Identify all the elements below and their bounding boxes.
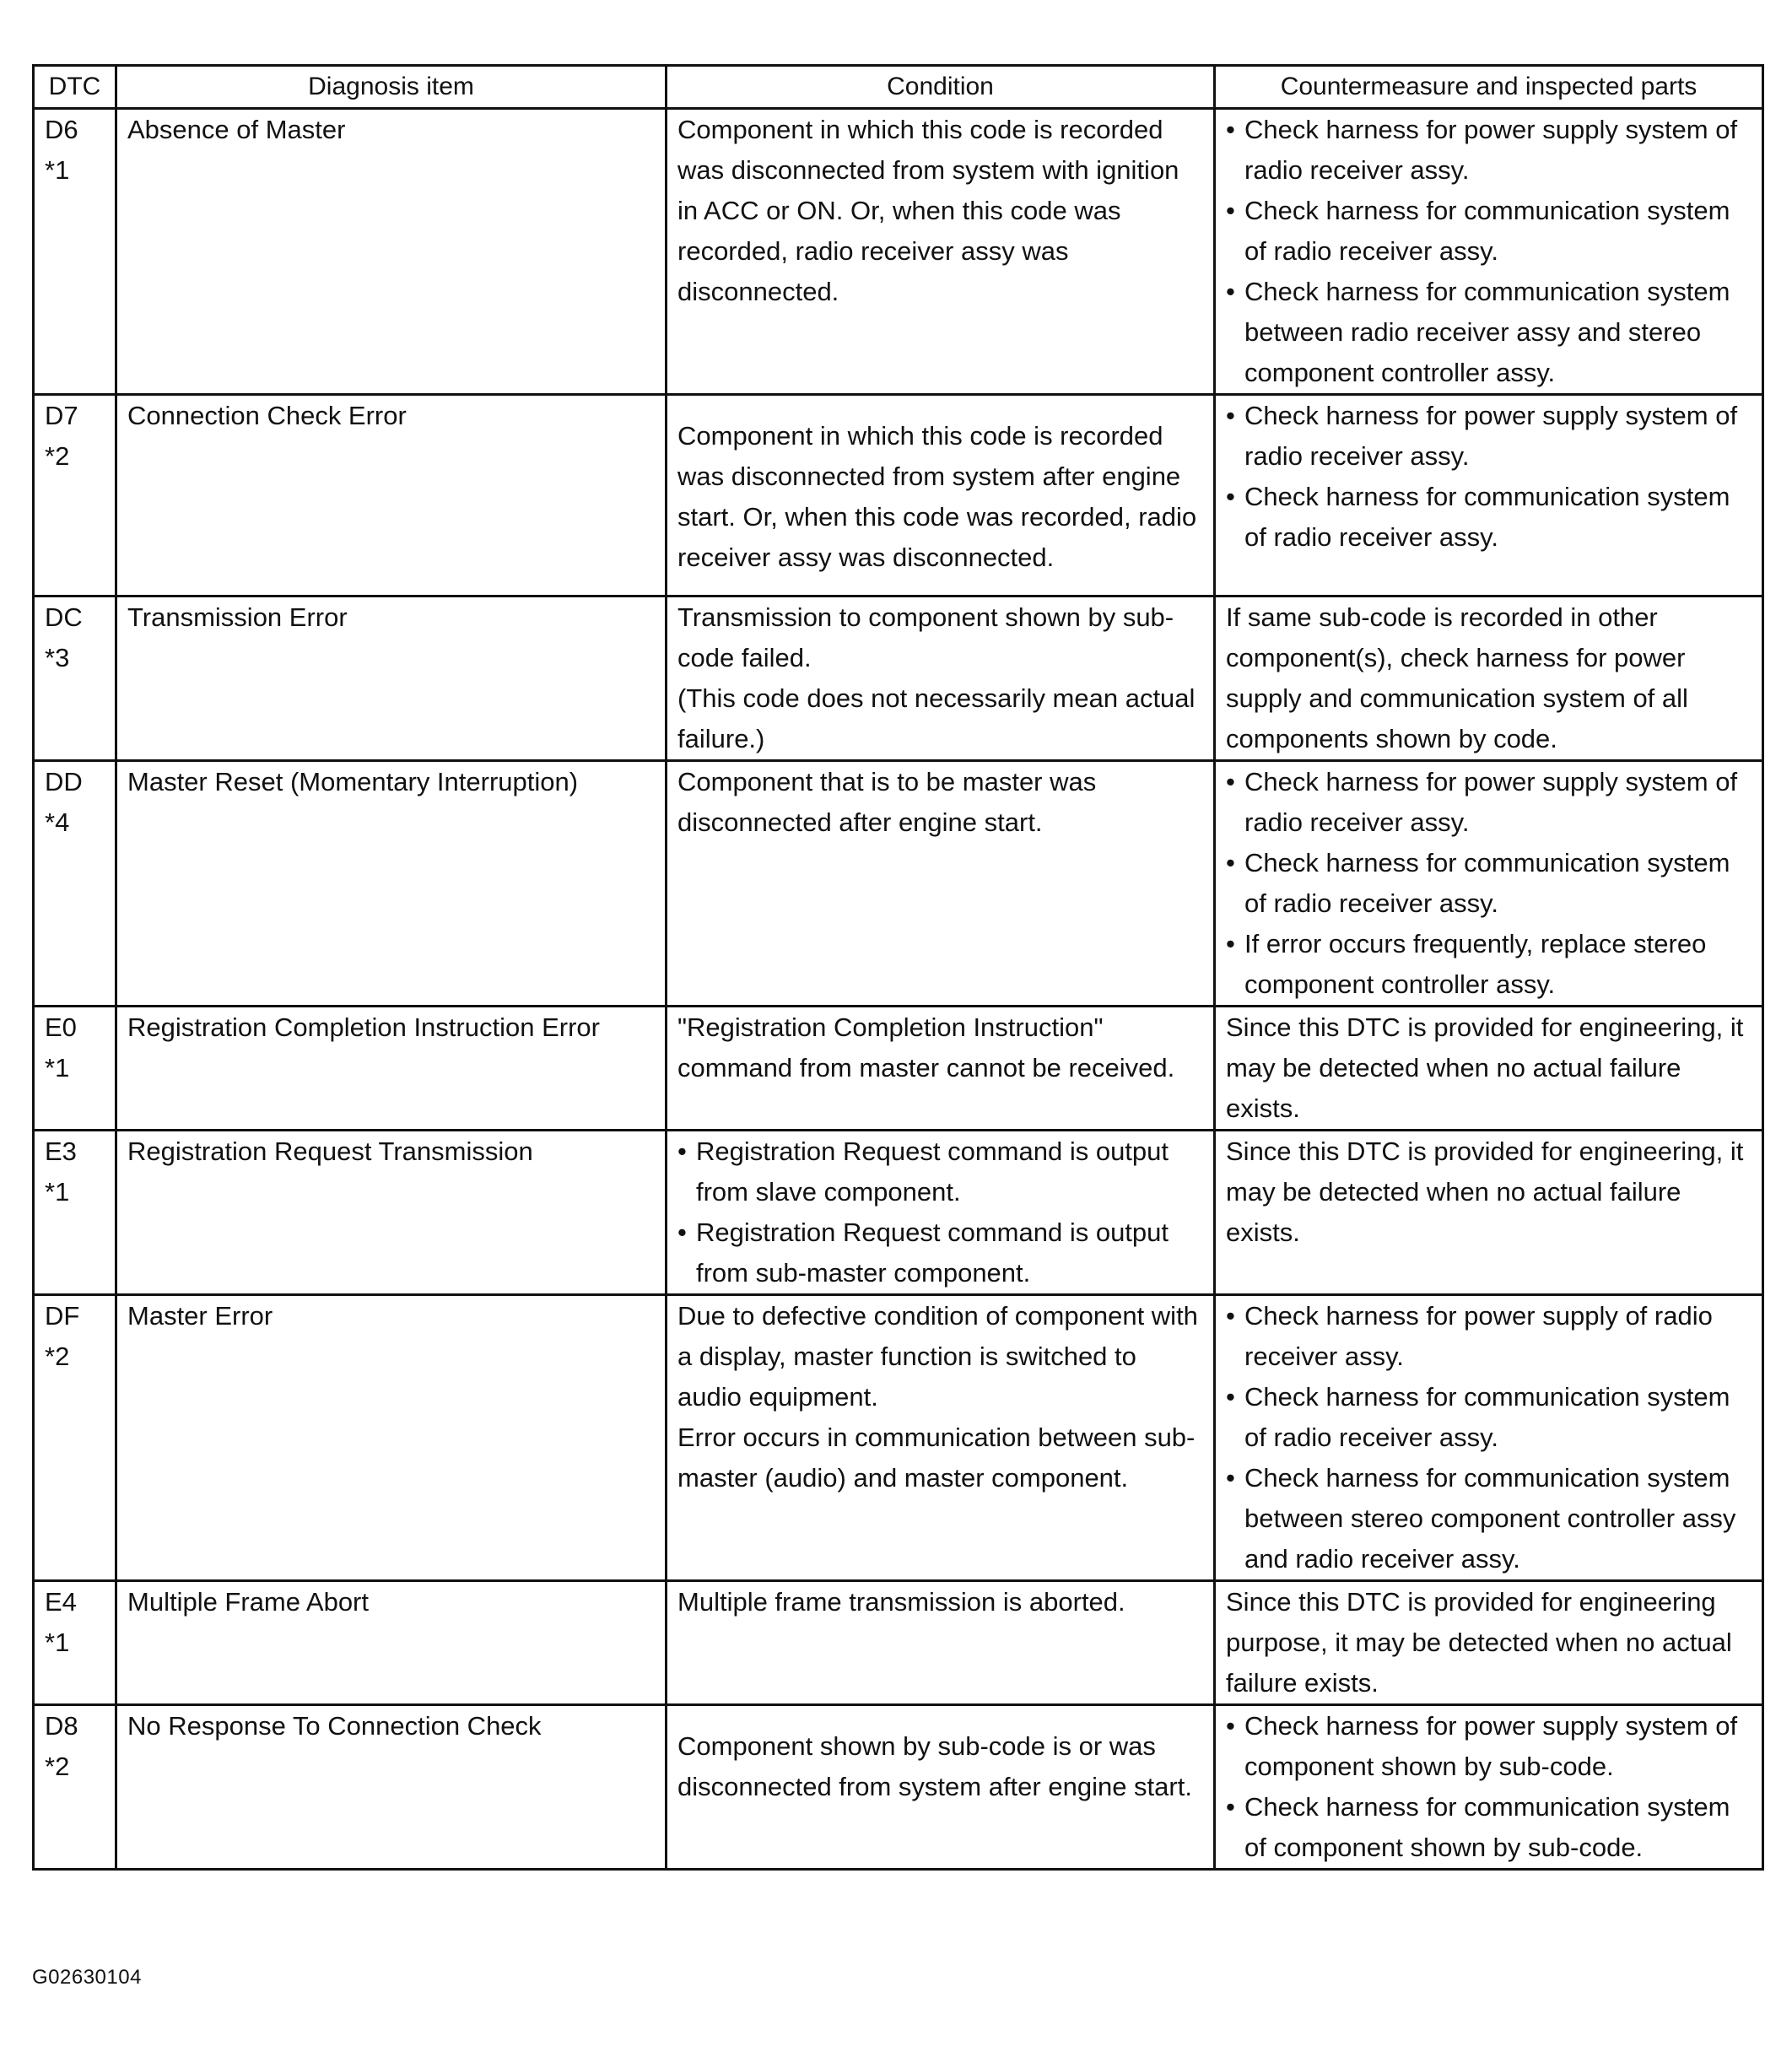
table-row-d6 xyxy=(34,109,1763,395)
condition-text: Component shown by sub-code is or was disconnected from system after engine start. xyxy=(677,1731,1192,1801)
countermeasure-cell xyxy=(1215,109,1763,395)
countermeasure-list xyxy=(1226,762,1752,1005)
dtc-code: E3 xyxy=(45,1136,77,1166)
dtc-cell xyxy=(34,761,116,1007)
condition-list xyxy=(677,1131,1203,1293)
condition-cell xyxy=(667,597,1215,761)
condition-note: (This code does not necessarily mean actual failure.) xyxy=(677,683,1196,753)
table-row-dc xyxy=(34,597,1763,761)
condition-cell xyxy=(667,1131,1215,1295)
condition-text: Multiple frame transmission is aborted. xyxy=(667,1581,1215,1705)
dtc-table-container xyxy=(32,64,1762,1871)
table-header-row xyxy=(34,66,1763,109)
diagnosis-item: Master Reset (Momentary Interruption) xyxy=(116,761,667,1007)
dtc-note: *3 xyxy=(45,643,70,672)
diagnosis-item: Absence of Master xyxy=(116,109,667,395)
condition-text: "Registration Completion Instruction" command from master cannot be received. xyxy=(667,1007,1215,1131)
condition-text: Due to defective condition of component with a display, master function is switched to audio equipment. xyxy=(677,1301,1198,1412)
countermeasure-item: • Check harness for communication system of radio receiver assy. xyxy=(1226,1377,1752,1458)
table-row-d7 xyxy=(34,395,1763,597)
countermeasure-item: • Check harness for communication system of radio receiver assy. xyxy=(1226,843,1752,924)
condition-cell xyxy=(667,395,1215,597)
dtc-table xyxy=(32,64,1764,1871)
countermeasure-cell xyxy=(1215,761,1763,1007)
dtc-cell xyxy=(34,597,116,761)
countermeasure-item: • Check harness for communication system of radio receiver assy. xyxy=(1226,477,1752,558)
dtc-code: D6 xyxy=(45,115,78,144)
dtc-code: E4 xyxy=(45,1587,77,1617)
dtc-cell xyxy=(34,1581,116,1705)
dtc-note: *1 xyxy=(45,1053,70,1082)
countermeasure-list xyxy=(1226,396,1752,558)
countermeasure-list xyxy=(1226,110,1752,393)
countermeasure-item: • Check harness for power supply system of radio receiver assy. xyxy=(1226,762,1752,843)
table-row-dd xyxy=(34,761,1763,1007)
dtc-code: E0 xyxy=(45,1012,77,1042)
dtc-note: *4 xyxy=(45,807,70,837)
diagnosis-item: No Response To Connection Check xyxy=(116,1705,667,1870)
figure-id: G02630104 xyxy=(32,1966,142,1989)
header-countermeasure: Countermeasure and inspected parts xyxy=(1215,66,1763,109)
countermeasure-cell xyxy=(1215,1295,1763,1581)
dtc-code: DF xyxy=(45,1301,80,1331)
dtc-cell xyxy=(34,1705,116,1870)
header-dtc: DTC xyxy=(34,66,116,109)
diagnosis-item: Connection Check Error xyxy=(116,395,667,597)
dtc-note: *2 xyxy=(45,441,70,471)
diagnosis-item: Multiple Frame Abort xyxy=(116,1581,667,1705)
dtc-code: DC xyxy=(45,602,83,632)
condition-cell xyxy=(667,1295,1215,1581)
dtc-note: *1 xyxy=(45,1628,70,1657)
condition-text: Component in which this code is recorded was disconnected from system with ignition in ACC or ON. Or, when this code was recorded, radio receiver assy was disconnected. xyxy=(667,109,1215,395)
dtc-cell xyxy=(34,109,116,395)
table-row-e3 xyxy=(34,1131,1763,1295)
countermeasure-text: If same sub-code is recorded in other component(s), check harness for power supply and communication system of all components shown by code. xyxy=(1215,597,1763,761)
countermeasure-item: • If error occurs frequently, replace stereo component controller assy. xyxy=(1226,924,1752,1005)
countermeasure-item: • Check harness for power supply system of radio receiver assy. xyxy=(1226,110,1752,191)
dtc-cell xyxy=(34,1295,116,1581)
countermeasure-text: Since this DTC is provided for engineering, it may be detected when no actual failure exists. xyxy=(1215,1007,1763,1131)
dtc-note: *1 xyxy=(45,155,70,185)
countermeasure-item: • Check harness for communication system between stereo component controller assy and radio receiver assy. xyxy=(1226,1458,1752,1579)
countermeasure-list xyxy=(1226,1296,1752,1579)
dtc-note: *2 xyxy=(45,1342,70,1371)
countermeasure-cell xyxy=(1215,1705,1763,1870)
dtc-code: D8 xyxy=(45,1711,78,1741)
dtc-cell xyxy=(34,1131,116,1295)
condition-text: Component in which this code is recorded was disconnected from system after engine start. Or, when this code was recorded, radio receiver assy was disconnected. xyxy=(677,421,1197,572)
countermeasure-item: • Check harness for communication system of component shown by sub-code. xyxy=(1226,1787,1752,1868)
table-row-e4 xyxy=(34,1581,1763,1705)
condition-cell xyxy=(667,1705,1215,1870)
dtc-note: *1 xyxy=(45,1177,70,1207)
condition-item: • Registration Request command is output from slave component. xyxy=(677,1131,1203,1212)
countermeasure-item: • Check harness for power supply system of radio receiver assy. xyxy=(1226,396,1752,477)
diagnosis-item: Master Error xyxy=(116,1295,667,1581)
dtc-note: *2 xyxy=(45,1752,70,1781)
diagnosis-item: Registration Request Transmission xyxy=(116,1131,667,1295)
diagnosis-item: Transmission Error xyxy=(116,597,667,761)
countermeasure-item: • Check harness for power supply system of component shown by sub-code. xyxy=(1226,1706,1752,1787)
condition-note: Error occurs in communication between sub-master (audio) and master component. xyxy=(677,1423,1196,1493)
table-row-d8 xyxy=(34,1705,1763,1870)
countermeasure-item: • Check harness for power supply of radio receiver assy. xyxy=(1226,1296,1752,1377)
countermeasure-item: • Check harness for communication system of radio receiver assy. xyxy=(1226,191,1752,272)
dtc-code: D7 xyxy=(45,401,78,430)
condition-text: Component that is to be master was disconnected after engine start. xyxy=(667,761,1215,1007)
countermeasure-cell xyxy=(1215,395,1763,597)
table-row-df xyxy=(34,1295,1763,1581)
dtc-cell xyxy=(34,1007,116,1131)
dtc-cell xyxy=(34,395,116,597)
countermeasure-list xyxy=(1226,1706,1752,1868)
condition-item: • Registration Request command is output from sub-master component. xyxy=(677,1212,1203,1293)
header-condition: Condition xyxy=(667,66,1215,109)
countermeasure-item: • Check harness for communication system between radio receiver assy and stereo component controller assy. xyxy=(1226,272,1752,393)
condition-text: Transmission to component shown by sub-code failed. xyxy=(677,602,1174,672)
diagnosis-item: Registration Completion Instruction Error xyxy=(116,1007,667,1131)
header-diagnosis-item: Diagnosis item xyxy=(116,66,667,109)
countermeasure-text: Since this DTC is provided for engineering purpose, it may be detected when no actual failure exists. xyxy=(1215,1581,1763,1705)
table-row-e0 xyxy=(34,1007,1763,1131)
countermeasure-text: Since this DTC is provided for engineering, it may be detected when no actual failure exists. xyxy=(1215,1131,1763,1295)
dtc-code: DD xyxy=(45,767,83,796)
